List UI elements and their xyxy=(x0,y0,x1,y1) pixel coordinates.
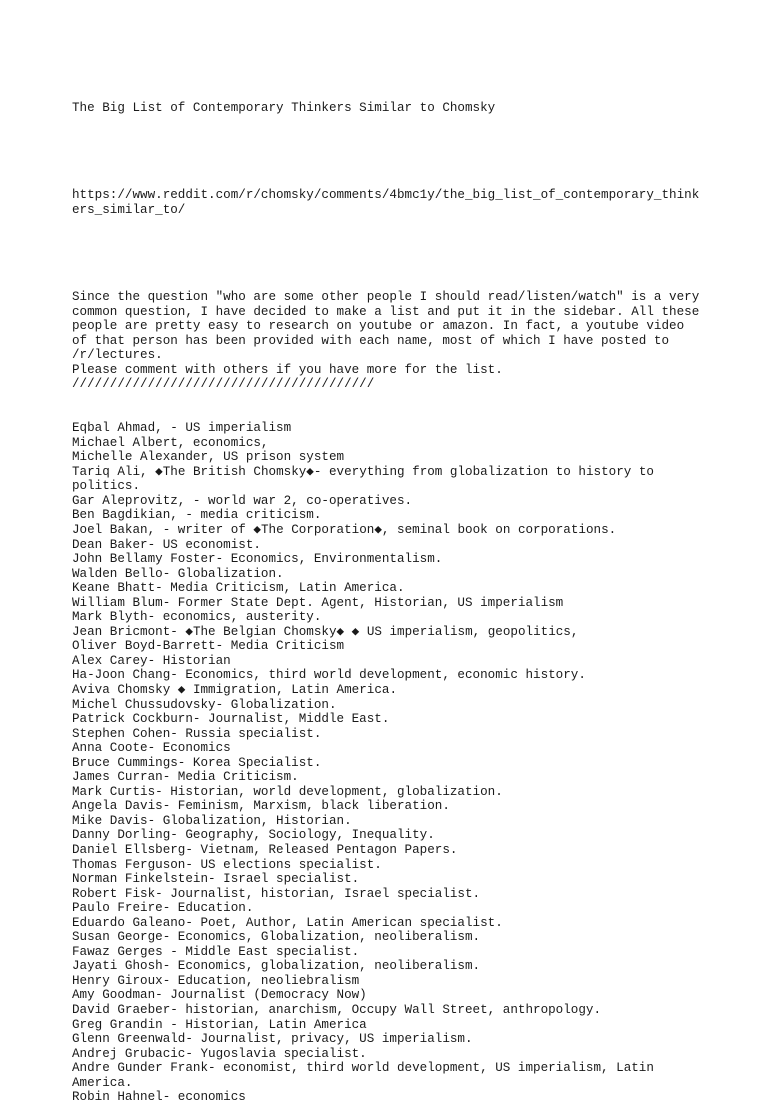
intro-paragraph xyxy=(72,290,712,392)
list-item: David Graeber- historian, anarchism, Occupy Wall Street, anthropology. xyxy=(72,1003,602,1017)
list-item: Michael Albert, economics, xyxy=(72,435,269,450)
thinkers-list xyxy=(72,421,712,1105)
intro-line: Please comment with others if you have more for the list. xyxy=(72,362,503,377)
list-item: Paulo Freire- Education. xyxy=(72,901,254,916)
source-url[interactable] xyxy=(72,188,712,217)
list-item: Jayati Ghosh- Economics, globalization, neoliberalism. xyxy=(72,959,481,974)
list-item: Bruce Cummings- Korea Specialist. xyxy=(72,755,322,770)
url-line: https://www.reddit.com/r/chomsky/comments/4bmc1y/the_big_list_of_contemporary_think xyxy=(72,188,700,203)
list-item: politics. xyxy=(72,479,141,494)
list-item: William Blum- Former State Dept. Agent, Historian, US imperialism xyxy=(72,595,564,610)
list-item: Stephen Cohen- Russia specialist. xyxy=(72,726,322,741)
list-item: Robin Hahnel- economics xyxy=(72,1090,246,1105)
list-item: America. xyxy=(72,1075,133,1090)
list-item: Danny Dorling- Geography, Sociology, Inequality. xyxy=(72,828,435,843)
list-item: Dean Baker- US economist. xyxy=(72,537,261,552)
list-item: James Curran- Media Criticism. xyxy=(72,770,299,785)
list-item: Henry Giroux- Education, neoliebralism xyxy=(72,973,360,988)
list-item: Keane Bhatt- Media Criticism, Latin America. xyxy=(72,581,405,596)
list-item: Oliver Boyd-Barrett- Media Criticism xyxy=(72,639,345,654)
list-item: Tariq Ali, ◆The British Chomsky◆- everything from globalization to history to xyxy=(72,464,654,479)
document-title: The Big List of Contemporary Thinkers Similar to Chomsky xyxy=(72,101,496,116)
list-item: Ben Bagdikian, - media criticism. xyxy=(72,508,322,523)
intro-line: of that person has been provided with each name, most of which I have posted to xyxy=(72,333,670,348)
intro-line: //////////////////////////////////////// xyxy=(72,377,375,392)
list-item: Fawaz Gerges - Middle East specialist. xyxy=(72,944,360,959)
intro-line: Since the question "who are some other people I should read/listen/watch" is a very xyxy=(72,290,700,305)
list-item: Joel Bakan, - writer of ◆The Corporation◆, seminal book on corporations. xyxy=(72,522,617,537)
list-item: Mike Davis- Globalization, Historian. xyxy=(72,813,352,828)
list-item: John Bellamy Foster- Economics, Environmentalism. xyxy=(72,552,443,567)
list-item: Michel Chussudovsky- Globalization. xyxy=(72,697,337,712)
list-item: Thomas Ferguson- US elections specialist. xyxy=(72,857,382,872)
list-item: Gar Aleprovitz, - world war 2, co-operatives. xyxy=(72,493,413,508)
blank-line xyxy=(72,247,712,262)
list-item: Eduardo Galeano- Poet, Author, Latin American specialist. xyxy=(72,915,503,930)
list-item: Mark Blyth- economics, austerity. xyxy=(72,610,322,625)
list-item: Andrej Grubacic- Yugoslavia specialist. xyxy=(72,1046,367,1061)
list-item: Patrick Cockburn- Journalist, Middle East. xyxy=(72,712,390,727)
list-item: Angela Davis- Feminism, Marxism, black liberation. xyxy=(72,799,450,814)
list-item: Norman Finkelstein- Israel specialist. xyxy=(72,872,360,887)
list-item: Eqbal Ahmad, - US imperialism xyxy=(72,421,292,436)
list-item: Andre Gunder Frank- economist, third world development, US imperialism, Latin xyxy=(72,1061,654,1076)
blank-line xyxy=(72,145,712,160)
list-item: Daniel Ellsberg- Vietnam, Released Pentagon Papers. xyxy=(72,842,458,857)
list-item: Greg Grandin - Historian, Latin America xyxy=(72,1017,367,1032)
list-item: Walden Bello- Globalization. xyxy=(72,566,284,581)
list-item: Jean Bricmont- ◆The Belgian Chomsky◆ ◆ US imperialism, geopolitics, xyxy=(72,624,579,639)
list-item: Robert Fisk- Journalist, historian, Israel specialist. xyxy=(72,886,481,901)
intro-line: people are pretty easy to research on youtube or amazon. In fact, a youtube video xyxy=(72,319,685,334)
document-page xyxy=(72,72,712,1119)
list-item: Michelle Alexander, US prison system xyxy=(72,450,345,465)
url-line: ers_similar_to/ xyxy=(72,202,186,217)
intro-line: common question, I have decided to make a list and put it in the sidebar. All these xyxy=(72,304,700,319)
list-item: Anna Coote- Economics xyxy=(72,741,231,756)
list-item: Ha-Joon Chang- Economics, third world development, economic history. xyxy=(72,668,586,683)
list-item: Glenn Greenwald- Journalist, privacy, US imperialism. xyxy=(72,1032,473,1047)
list-item: Amy Goodman- Journalist (Democracy Now) xyxy=(72,988,367,1003)
list-item: Aviva Chomsky ◆ Immigration, Latin America. xyxy=(72,682,397,697)
intro-line: /r/lectures. xyxy=(72,348,163,363)
list-item: Alex Carey- Historian xyxy=(72,653,231,668)
list-item: Mark Curtis- Historian, world development, globalization. xyxy=(72,784,503,799)
list-item: Susan George- Economics, Globalization, neoliberalism. xyxy=(72,930,481,945)
